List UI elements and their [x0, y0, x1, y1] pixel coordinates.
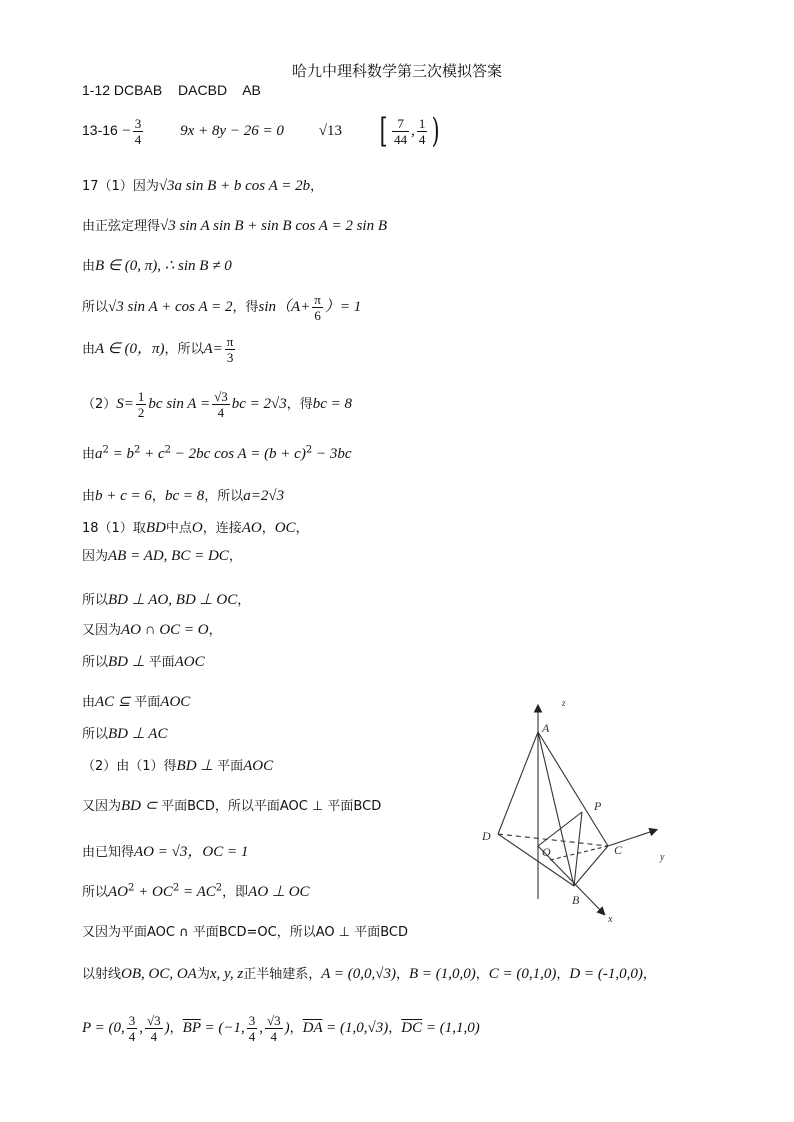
- page-title: 哈九中理科数学第三次模拟答案: [291, 62, 502, 80]
- formula: = b: [108, 446, 135, 462]
- text: 因为: [82, 549, 109, 564]
- denominator: 2: [137, 404, 145, 420]
- text: ，: [261, 521, 275, 536]
- formula: AO = √3，OC = 1: [134, 844, 249, 860]
- line-17-8: [82, 486, 284, 507]
- text: ，即: [222, 885, 249, 900]
- line-17-3: [82, 256, 232, 277]
- line-17-7: [82, 444, 352, 465]
- numerator: √3: [214, 388, 228, 404]
- answers-group-2: DACBD: [178, 82, 228, 98]
- answer-16-comma: ,: [411, 123, 415, 139]
- line-18-1: [82, 518, 309, 539]
- formula: A=: [203, 341, 223, 357]
- numerator: π: [226, 333, 234, 349]
- label-c: C: [614, 843, 623, 857]
- answer-16-den-1: 44: [394, 131, 408, 147]
- formula: AOC: [174, 654, 205, 670]
- fraction: [265, 1013, 283, 1044]
- line-18-4: [82, 620, 222, 641]
- text: 又因为: [82, 799, 122, 814]
- formula: √3 sin A sin B + sin B cos A = 2 sin B: [160, 218, 387, 234]
- formula: S=: [116, 396, 134, 412]
- text: 平面BCD，所以平面AOC ⊥ 平面BCD: [161, 799, 382, 814]
- formula: A ∈ (0，π): [95, 341, 165, 357]
- text: 又因为平面AOC ∩ 平面BCD=OC，所以AO ⊥ 平面BCD: [82, 925, 408, 940]
- formula: = AC: [179, 884, 216, 900]
- text: 所以: [82, 885, 109, 900]
- base-line-dc: [498, 834, 608, 846]
- numerator: 3: [248, 1012, 256, 1028]
- formula: AO: [108, 884, 129, 900]
- answer-13-fraction: [133, 116, 144, 147]
- superscript: 2: [172, 882, 180, 894]
- denominator: 3: [226, 349, 234, 365]
- denominator: 4: [270, 1028, 278, 1044]
- fraction: [247, 1013, 258, 1044]
- answer-13-numerator: 3: [134, 115, 142, 131]
- point-a: A = (0,0,√3): [321, 966, 396, 982]
- text: ，: [395, 967, 409, 982]
- line-18-14: [82, 1010, 480, 1047]
- edge-op: [538, 812, 582, 846]
- line-18-11: [82, 882, 310, 903]
- formula: bc = 8: [164, 488, 205, 504]
- numerator: π: [314, 291, 321, 307]
- answer-15: √13: [318, 123, 342, 139]
- line-17-5: [82, 332, 237, 367]
- formula: BD ⊥: [108, 654, 149, 670]
- formula: + c: [140, 446, 165, 462]
- text: 18（1）取: [82, 521, 146, 536]
- formula: a: [95, 446, 103, 462]
- formula: AB = AD, BC = DC: [108, 548, 229, 564]
- label-z: z: [562, 698, 566, 708]
- answer-16-fraction-1: [392, 116, 409, 147]
- text: ，: [642, 967, 656, 982]
- formula: B ∈ (0, π), ∴ sin B ≠ 0: [95, 258, 232, 274]
- text: ，连接: [202, 521, 242, 536]
- answer-14: 9x + 8y − 26 = 0: [180, 123, 284, 139]
- answer-16-close-bracket: ): [432, 111, 441, 151]
- text: 由: [82, 447, 96, 462]
- label-b: B: [572, 893, 580, 907]
- answers-13-16-label: 13-16: [82, 122, 118, 138]
- text: 由正弦定理得: [82, 219, 161, 234]
- numerator: √3: [266, 1012, 281, 1028]
- answer-13-denominator: 4: [134, 131, 142, 147]
- edge-ab: [538, 732, 574, 886]
- text: 正半轴建系，: [243, 967, 322, 982]
- text: ，所以: [164, 342, 204, 357]
- answers-13-16: [82, 112, 443, 149]
- text: 中点: [165, 521, 192, 536]
- text: ，得: [232, 300, 259, 315]
- fraction: [225, 334, 236, 365]
- answer-16-open-bracket: [: [379, 111, 388, 151]
- text: ，: [228, 549, 242, 564]
- formula: x, y, z: [209, 966, 244, 982]
- label-d: D: [482, 829, 491, 843]
- formula: ): [164, 1020, 170, 1036]
- edge-pb: [574, 812, 582, 886]
- formula: ,: [259, 1020, 263, 1036]
- text: 平面: [217, 759, 244, 774]
- numerator: 1: [137, 388, 145, 404]
- answers-group-3: AB: [242, 82, 261, 98]
- text: 所以: [82, 593, 109, 608]
- formula: BD ⊥ AO, BD ⊥ OC: [108, 592, 238, 608]
- line-17-6: [82, 386, 352, 423]
- formula: b + c = 6: [95, 488, 152, 504]
- formula: + OC: [134, 884, 173, 900]
- formula: BD ⊥: [176, 758, 218, 774]
- tetrahedron-figure: [470, 694, 680, 934]
- point-d: D = (-1,0,0): [569, 966, 643, 982]
- formula: OB, OC, OA: [121, 966, 197, 982]
- point-c: C = (0,1,0): [488, 966, 557, 982]
- formula: AOC: [243, 758, 274, 774]
- superscript: 2: [102, 444, 109, 456]
- formula: BD: [145, 520, 166, 536]
- denominator: 4: [217, 404, 225, 420]
- label-o: O: [542, 845, 551, 859]
- text: ，: [169, 1021, 183, 1036]
- formula: sin（A+: [258, 299, 311, 315]
- formula: AC ⊆: [95, 694, 135, 710]
- formula: bc = 2√3: [231, 396, 287, 412]
- label-a: A: [542, 721, 550, 735]
- answer-13-sign: −: [122, 123, 131, 139]
- formula: ,: [139, 1020, 144, 1036]
- text: 由: [82, 342, 96, 357]
- text: 平面: [148, 655, 175, 670]
- answer-16-den-2: 4: [418, 131, 426, 147]
- text: ，: [151, 489, 165, 504]
- superscript: 2: [305, 444, 313, 456]
- edge-db: [498, 834, 574, 886]
- text: 由已知得: [82, 845, 135, 860]
- text: ，: [289, 1021, 303, 1036]
- line-18-6: [82, 692, 190, 713]
- formula: AO ⊥ OC: [248, 884, 310, 900]
- aux-line: [550, 846, 608, 860]
- vector-bp: $\overline{BP}$: [182, 1020, 201, 1036]
- formula: − 3bc: [312, 446, 352, 462]
- formula: − 2bc cos A = (b + c): [171, 446, 306, 462]
- line-17-4: [82, 290, 361, 325]
- formula: AO ∩ OC = O: [121, 622, 209, 638]
- text: 以射线: [82, 967, 122, 982]
- text: （2）: [82, 397, 117, 412]
- text: 17（1）因为: [82, 179, 159, 194]
- answer-16-num-1: 7: [392, 116, 409, 132]
- denominator: 4: [248, 1028, 256, 1044]
- fraction: [145, 1013, 163, 1044]
- text: 由: [82, 489, 96, 504]
- formula: P = (0,: [82, 1020, 125, 1036]
- formula: BD ⊂: [121, 798, 162, 814]
- answer-16-num-2: 1: [418, 115, 426, 131]
- edge-ac: [538, 732, 608, 846]
- text: ，: [295, 521, 309, 536]
- superscript: 2: [134, 444, 141, 456]
- line-18-8: [82, 756, 273, 777]
- formula: AO: [241, 520, 262, 536]
- text: ，: [237, 593, 251, 608]
- answers-1-12-label: 1-12: [82, 82, 111, 98]
- fraction: [212, 389, 230, 420]
- formula: = (1,0,√3): [322, 1020, 389, 1036]
- formula: BD ⊥ AC: [108, 726, 168, 742]
- formula: ): [284, 1020, 290, 1036]
- formula: bc = 8: [312, 396, 353, 412]
- text: ，所以: [204, 489, 244, 504]
- denominator: 4: [150, 1028, 158, 1044]
- vector-dc: $\overline{DC}$: [401, 1020, 423, 1036]
- text: ，: [475, 967, 489, 982]
- text: 所以: [82, 655, 109, 670]
- formula: = (1,1,0): [422, 1020, 480, 1036]
- edge-cb: [574, 846, 608, 886]
- superscript: 2: [128, 882, 135, 894]
- fraction: [127, 1013, 138, 1044]
- line-18-3: [82, 590, 250, 611]
- text: ，: [388, 1021, 402, 1036]
- label-y: y: [660, 852, 665, 863]
- denominator: 4: [128, 1028, 136, 1044]
- line-18-5: [82, 652, 205, 673]
- vector-da: $\overline{DA}$: [302, 1020, 323, 1036]
- formula: = (−1,: [200, 1020, 245, 1036]
- line-18-7: [82, 724, 167, 745]
- point-b: B = (1,0,0): [408, 966, 476, 982]
- text: ，: [556, 967, 570, 982]
- text: ，: [310, 179, 324, 194]
- formula: √3a sin B + b cos A = 2b: [158, 178, 311, 194]
- line-18-10: [82, 842, 248, 863]
- text: 又因为: [82, 623, 122, 638]
- text: ，: [208, 623, 222, 638]
- edge-ad: [498, 732, 538, 834]
- formula: bc sin A =: [148, 396, 211, 412]
- formula: √3 sin A + cos A = 2: [108, 299, 233, 315]
- label-p: P: [594, 799, 602, 813]
- text: 平面: [134, 695, 161, 710]
- denominator: 6: [314, 307, 321, 323]
- formula: a=2√3: [243, 488, 285, 504]
- text: 为: [196, 967, 210, 982]
- fraction: [312, 292, 323, 323]
- numerator: √3: [147, 1012, 161, 1028]
- formula: OC: [274, 520, 296, 536]
- line-17-2: [82, 216, 387, 237]
- text: ，得: [286, 397, 313, 412]
- line-18-2: [82, 546, 242, 567]
- text: （2）由（1）得: [82, 759, 177, 774]
- answers-group-1: DCBAB: [113, 82, 163, 98]
- fraction: [136, 389, 147, 420]
- answer-16-fraction-2: [417, 116, 428, 147]
- formula: O: [191, 520, 203, 536]
- text: 所以: [82, 727, 109, 742]
- line-18-12: [82, 922, 408, 943]
- superscript: 2: [215, 882, 223, 894]
- numerator: 3: [128, 1012, 136, 1028]
- formula: ）= 1: [324, 299, 362, 315]
- answers-1-12: [82, 80, 261, 100]
- line-18-9: [82, 796, 381, 817]
- line-18-13: [82, 964, 656, 985]
- line-17-1: [82, 176, 323, 197]
- formula: AOC: [160, 694, 191, 710]
- superscript: 2: [164, 444, 172, 456]
- text: 由: [82, 259, 96, 274]
- text: 所以: [82, 300, 109, 315]
- label-x: x: [608, 914, 613, 925]
- text: 由: [82, 695, 96, 710]
